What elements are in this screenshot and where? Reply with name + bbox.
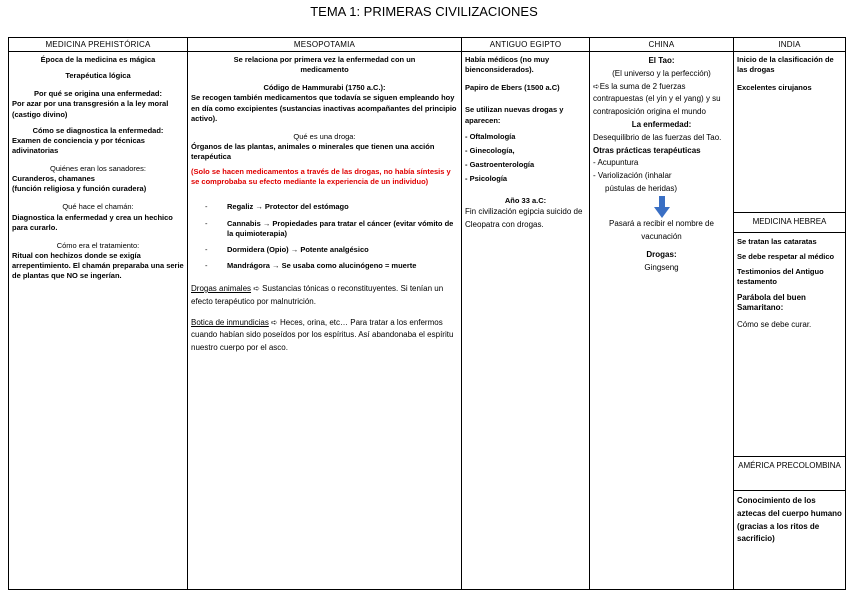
- china-cell: [590, 52, 734, 590]
- prehist-answer: (función religiosa y función curadera): [12, 184, 147, 194]
- list-item: - Dormidera (Opio) → Potente analgésico: [205, 244, 369, 254]
- list-item: - Mandrágora → Se usaba como alucinógeno = muerte: [205, 260, 417, 270]
- list-item: Se tratan las cataratas: [737, 237, 817, 246]
- list-item: - Acupuntura: [593, 158, 639, 168]
- list-item: - Cannabis → Propiedades para tratar el cáncer (evitar vómito de la quimioterapia): [205, 218, 454, 238]
- list-item: Se debe respetar al médico: [737, 252, 835, 262]
- egipto-fin: Fin civilización egipcia suicido de Cleopatra con drogas.: [465, 207, 583, 230]
- prehist-answer: Por azar por una transgresión a la ley moral (castigo divino): [12, 99, 169, 119]
- page-title: TEMA 1: PRIMERAS CIVILIZACIONES: [310, 4, 538, 19]
- egipto-line: Había médicos (no muy bienconsiderados).: [465, 55, 550, 75]
- civilizations-table: [8, 37, 846, 590]
- china-otras-title: Otras prácticas terapéuticas: [593, 145, 701, 155]
- hebrea-block: [734, 234, 845, 335]
- meso-droga-title: Qué es una droga:: [293, 131, 356, 141]
- america-text: Conocimiento de los aztecas del cuerpo humano (gracias a los ritos de sacrificio): [737, 496, 842, 544]
- prehist-cell: [9, 52, 188, 590]
- list-item: - Variolización (inhalar: [593, 171, 672, 181]
- prehist-answer: Curanderos, chamanes: [12, 174, 95, 184]
- prehist-answer: Diagnostica la enfermedad y crea un hechico para curarlo.: [12, 212, 173, 232]
- list-item: Parábola del buen Samaritano:: [737, 292, 806, 313]
- china-enf-title: La enfermedad:: [631, 119, 692, 129]
- china-enf-text: Desequilibrio de las fuerzas del Tao.: [593, 132, 722, 142]
- prehist-question: Cómo se diagnostica la enfermedad:: [32, 125, 164, 135]
- prehist-question: Por qué se origina una enfermedad:: [34, 89, 162, 99]
- list-item: pústulas de heridas): [605, 183, 678, 193]
- china-tao-text: ➪Es la suma de 2 fuerzas contrapuestas (el yin y el yang) y su contraposición origina el mundo: [593, 81, 721, 117]
- china-vacuna: Pasará a recibir el nombre de vacunación: [609, 218, 714, 241]
- header-india: INDIA: [734, 38, 846, 52]
- india-line: Inicio de la clasificación de las drogas: [737, 55, 834, 75]
- prehist-question: Quiénes eran los sanadores:: [50, 164, 146, 173]
- meso-hammurabi-title: Código de Hammurabi (1750 a.C.):: [263, 83, 386, 93]
- egipto-year: Año 33 a.C:: [504, 196, 547, 206]
- meso-intro: Se relaciona por primera vez la enfermedad con un medicamento: [233, 55, 416, 75]
- meso-droga-text: Órganos de las plantas, animales o minerales que tienen una acción terapéutica: [191, 141, 435, 161]
- list-item: - Gastroenterología: [465, 159, 535, 169]
- hebrea-header: MEDICINA HEBREA: [752, 217, 827, 226]
- meso-drogas-animales: Drogas animales ➪ Sustancias tónicas o reconstituyentes. Si tenían un efecto terapéutico por malnutrición.: [191, 284, 444, 306]
- egipto-intro-drogas: Se utilizan nuevas drogas y aparecen:: [465, 105, 564, 125]
- egipto-papiro: Papiro de Ebers (1500 a.C): [465, 83, 560, 93]
- india-line: Excelentes cirujanos: [737, 83, 812, 93]
- prehist-line: Terapéutica lógica: [65, 71, 131, 81]
- prehist-answer: Ritual con hechizos donde se exigía arrepentimiento. El chamán preparaba una serie de plantas que NO se ingerían.: [12, 250, 184, 281]
- list-item: - Psicología: [465, 174, 508, 183]
- header-egipto: ANTIGUO EGIPTO: [462, 38, 590, 52]
- meso-cell: [188, 52, 462, 590]
- china-drogas-title: Drogas:: [646, 250, 677, 260]
- header-meso: MESOPOTAMIA: [188, 38, 462, 52]
- table-body-row: [9, 52, 846, 590]
- prehist-question: Qué hace el chamán:: [62, 202, 134, 212]
- list-item: - Oftalmología: [465, 131, 516, 141]
- list-item: - Regaliz → Protector del estómago: [205, 202, 349, 212]
- prehist-question: Cómo era el tratamiento:: [56, 240, 140, 250]
- china-drogas-text: Gingseng: [644, 263, 679, 273]
- list-item: Cómo se debe curar.: [737, 320, 812, 330]
- meso-hammurabi-text: Se recogen también medicamentos que todavía se siguen empleando hoy en día como excipientes (sustancias inactivas acompañantes del principio activo).: [191, 93, 457, 123]
- list-item: - Ginecología,: [465, 145, 515, 155]
- prehist-line: Época de la medicina es mágica: [40, 55, 156, 64]
- header-prehist: MEDICINA PREHISTÓRICA: [9, 38, 188, 52]
- meso-botica: Botica de inmundicias ➪ Heces, orina, etc… Para tratar a los enfermos cuando habían sido poseídos por los espíritus. Así abandonaba el espíritu nuestro cuerpo por el asco.: [191, 317, 454, 353]
- arrow-down-icon: [654, 196, 670, 218]
- america-block: [734, 492, 845, 549]
- egipto-cell: [462, 52, 590, 590]
- list-item: Testimonios del Antiguo testamento: [737, 267, 824, 287]
- meso-red-note: (Solo se hacen medicamentos a través de las drogas, no había síntesis y se comprobaba su efecto mediante la experiencia de un individuo): [191, 167, 451, 187]
- header-china: CHINA: [590, 38, 734, 52]
- india-cell: [734, 52, 846, 590]
- table-header-row: [9, 38, 846, 52]
- china-tao-title: El Tao:: [648, 56, 675, 65]
- america-header: AMÉRICA PRECOLOMBINA: [738, 461, 841, 470]
- prehist-answer: Examen de conciencia y por técnicas adivinatorias: [12, 135, 145, 155]
- china-tao-sub: (El universo y la perfección): [612, 68, 711, 78]
- india-block: [734, 52, 845, 96]
